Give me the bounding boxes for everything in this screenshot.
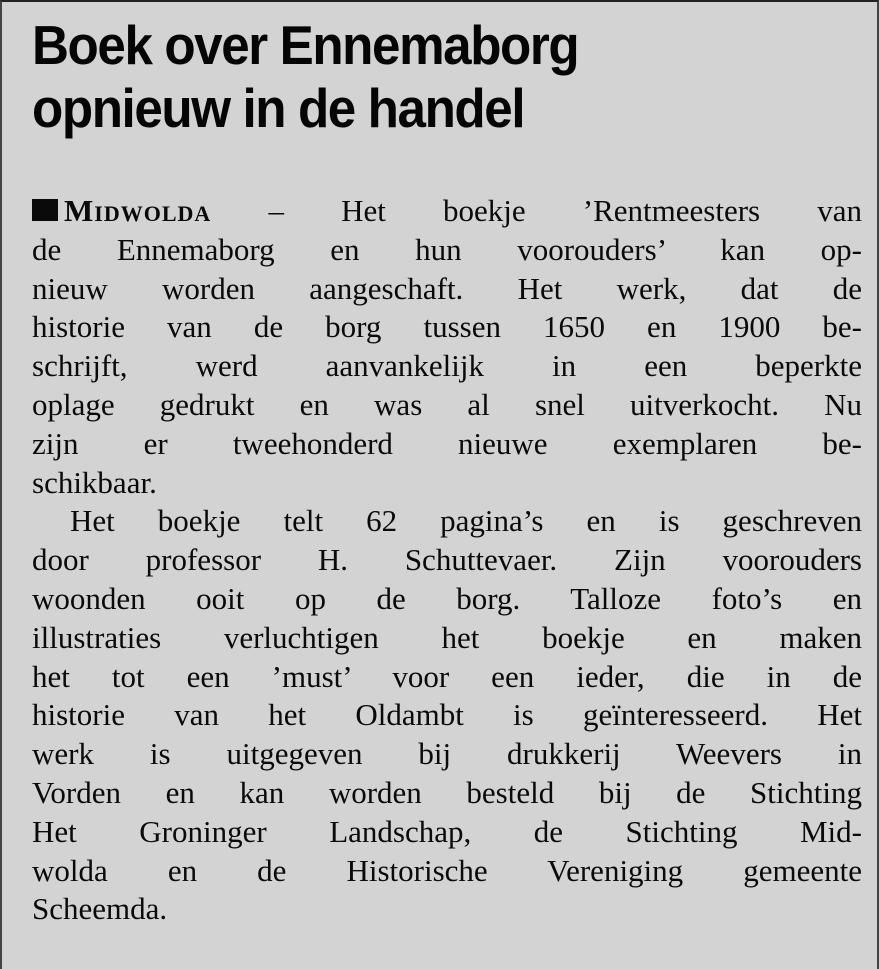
article-line: zijn er tweehonderd nieuwe exemplaren be- (32, 425, 862, 461)
headline (32, 14, 795, 140)
article-line: Scheemda. (32, 891, 168, 927)
article-line: schikbaar. (32, 464, 157, 500)
dateline: Midwolda (64, 193, 212, 228)
article-line: historie van de borg tussen 1650 en 1900 be- (32, 309, 862, 345)
article-line: werk is uitgegeven bij drukkerij Weevers in (32, 736, 862, 772)
headline-line-1: Boek over Ennemaborg (32, 14, 579, 76)
article-line: Vorden en kan worden besteld bij de Stichting (32, 774, 862, 810)
article-line: nieuw worden aangeschaft. Het werk, dat de (32, 270, 862, 306)
headline-line-2: opnieuw in de handel (32, 77, 525, 139)
article-line: woonden ooit op de borg. Talloze foto’s en (32, 580, 862, 616)
article-line: Het boekje telt 62 pagina’s en is geschreven (70, 503, 862, 539)
article-line: Het Groninger Landschap, de Stichting Mid- (32, 813, 862, 849)
article-line: het tot een ’must’ voor een ieder, die in de (32, 658, 862, 694)
article-line: de Ennemaborg en hun voorouders’ kan op- (32, 231, 862, 267)
article-line: historie van het Oldambt is geïnteresseerd. Het (32, 697, 862, 733)
article-line: oplage gedrukt en was al snel uitverkocht. Nu (32, 386, 862, 422)
article-line: illustraties verluchtigen het boekje en maken (32, 619, 862, 655)
article-line: wolda en de Historische Vereniging gemeente (32, 852, 862, 888)
article-line (32, 192, 862, 231)
article-line: schrijft, werd aanvankelijk in een beperkte (32, 348, 862, 384)
article-body (32, 192, 862, 929)
article-line: door professor H. Schuttevaer. Zijn voorouders (32, 542, 862, 578)
square-bullet-icon (32, 199, 58, 221)
article-line-text: – Het boekje ’Rentmeesters van (268, 193, 863, 228)
